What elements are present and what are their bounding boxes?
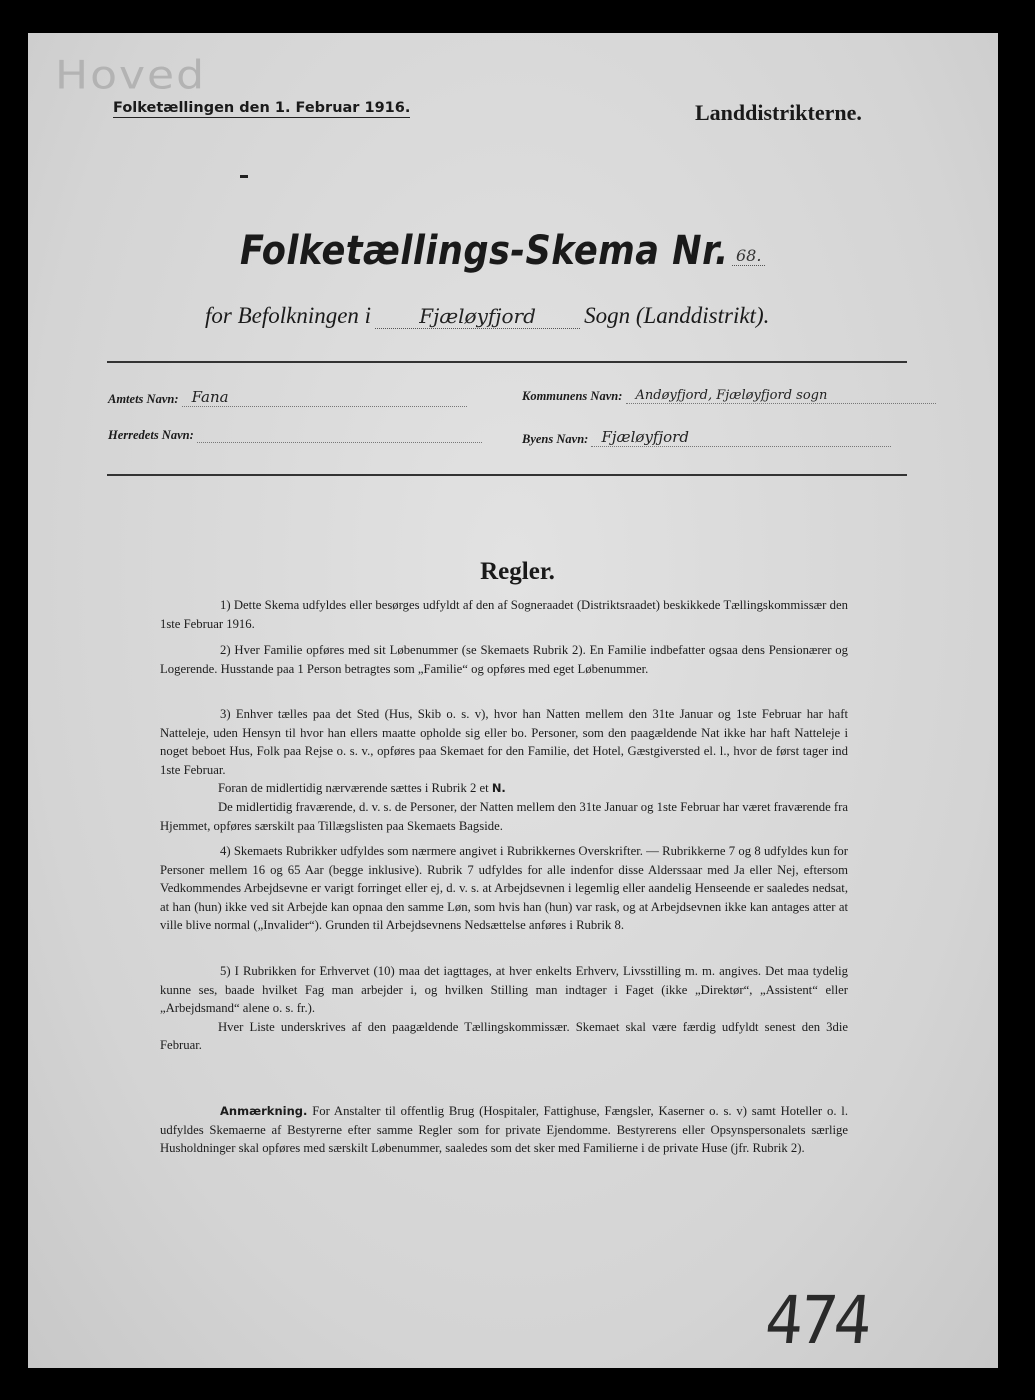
amt-value: Fana xyxy=(182,388,467,407)
subtitle-prefix: for Befolkningen i xyxy=(205,303,372,328)
form-subtitle xyxy=(205,303,769,329)
divider-top xyxy=(107,361,907,363)
subtitle-suffix: Sogn (Landdistrikt). xyxy=(584,303,770,328)
rule-1-text: 1) Dette Skema udfyldes eller besørges udfyldt af den af Sogneraadet (Distriktsraadet) beskikkede Tællingskommissær den 1ste Februar 1916. xyxy=(160,598,848,631)
form-title: Folketællings-Skema Nr. xyxy=(240,228,729,274)
rule-3-present xyxy=(160,779,848,798)
n-mark: N. xyxy=(491,781,506,796)
annotation-body: For Anstalter til offentlig Brug (Hospitaler, Fattighuse, Fængsler, Kaserner o. s. v) samt Hoteller o. l. udfyldes Skemaerne af Bestyrerne efter samme Regler som for private Ejendomme. Bestyrerens eller Opsynspersonalets særlige Husholdninger skal opføres med særskilt Løbenummer, saaledes som det sker med Familierne i de private Huse (jfr. Rubrik 2). xyxy=(160,1104,849,1156)
herred-field xyxy=(108,428,482,443)
rule-2-text: 2) Hver Familie opføres med sit Løbenummer (se Skemaets Rubrik 2). En Familie indbefatter ogsaa dens Pensionærer og Logerende. Husstande paa 1 Person betragtes som „Familie“ og opføres med eget Løbenummer. xyxy=(160,643,848,676)
rule-5 xyxy=(160,962,848,1055)
kommune-value: Andøyfjord, Fjæløyfjord sogn xyxy=(626,388,936,404)
district-type-header: Landdistrikterne. xyxy=(695,100,862,125)
ink-mark xyxy=(240,175,248,178)
by-field xyxy=(522,428,891,447)
rule-3-text: 3) Enhver tælles paa det Sted (Hus, Skib o. s. v), hvor han Natten mellem den 31te Januar og 1ste Februar har haft Natteleje, uden Hensyn til hvor han ellers maatte opholde sig eller bo. Personer, som den paagældende Nat ikke har haft Natteleje i noget beboet Hus, Folk paa Rejse o. s. v., opføres paa Skemaet for den Familie, det Hotel, Gæstgiversted el. l., hvor de først tager ind 1ste Februar. xyxy=(160,707,848,777)
rule-1 xyxy=(160,596,848,633)
amt-field xyxy=(108,388,467,407)
herred-value xyxy=(197,442,482,443)
annotation-label: Anmærkning. xyxy=(220,1104,308,1118)
rule-3-present-text: Foran de midlertidig nærværende sættes i Rubrik 2 et xyxy=(218,781,489,796)
rule-4 xyxy=(160,842,848,935)
by-value: Fjæløyfjord xyxy=(591,428,891,447)
archive-stamp: Hoved xyxy=(55,52,207,99)
kommune-field xyxy=(522,388,936,404)
amt-label: Amtets Navn: xyxy=(108,392,179,406)
herred-label: Herredets Navn: xyxy=(108,428,194,442)
rule-6-text: Hver Liste underskrives af den paagældende Tællingskommissær. Skemaet skal være færdig udfyldt senest den 3die Februar. xyxy=(160,1019,848,1053)
census-date-header: Folketællingen den 1. Februar 1916. xyxy=(113,100,411,116)
rules-heading: Regler. xyxy=(480,558,555,585)
parish-handwritten: Fjæløyfjord xyxy=(375,304,580,329)
form-number: 68. xyxy=(732,246,765,266)
kommune-label: Kommunens Navn: xyxy=(522,389,623,403)
rule-3 xyxy=(160,705,848,835)
rule-5-text: 5) I Rubrikken for Erhvervet (10) maa det iagttages, at hver enkelts Erhverv, Livsstilling m. m. angives. Det maa tydelig kunne ses, baade hvilket Fag man arbejder i, og hvilken Stilling man indtager i Faget (ikke „Direktør“, „Assistent“ eller „Arbejdsmand“ alene o. s. fr.). xyxy=(160,964,848,1016)
rule-2 xyxy=(160,641,848,678)
divider-bottom xyxy=(107,474,907,476)
annotation-text xyxy=(160,1102,848,1158)
rule-4-text: 4) Skemaets Rubrikker udfyldes som nærmere angivet i Rubrikkernes Overskrifter. — Rubrikkerne 7 og 8 udfyldes kun for Personer mellem 16 og 65 Aar (begge inklusive). Rubrik 7 udfyldes for alle indenfor disse Alderssaar med Ja eller Nej, eftersom Vedkommendes Arbejdsevne er varigt forringet eller ej, d. v. s. at Arbejdsevnen i legemlig eller aandelig Henseende er saaledes nedsat, at han (hun) ikke ved sit Arbejde kan opnaa den samme Løn, som hvis han (hun) var rask, og at Arbejdsevnen ikke kan antages atter at ville blive normal („Invalider“). Grunden til Arbejdsevnens Nedsættelse anføres i Rubrik 8. xyxy=(160,844,848,933)
by-label: Byens Navn: xyxy=(522,432,589,446)
handwritten-page-number: 474 xyxy=(762,1282,872,1359)
annotation xyxy=(160,1102,848,1158)
rule-3-absent-text: De midlertidig fraværende, d. v. s. de Personer, der Natten mellem den 31te Januar og 1ste Februar har været fraværende fra Hjemmet, opføres særskilt paa Tillægslisten paa Skemaets Bagside. xyxy=(160,799,848,833)
